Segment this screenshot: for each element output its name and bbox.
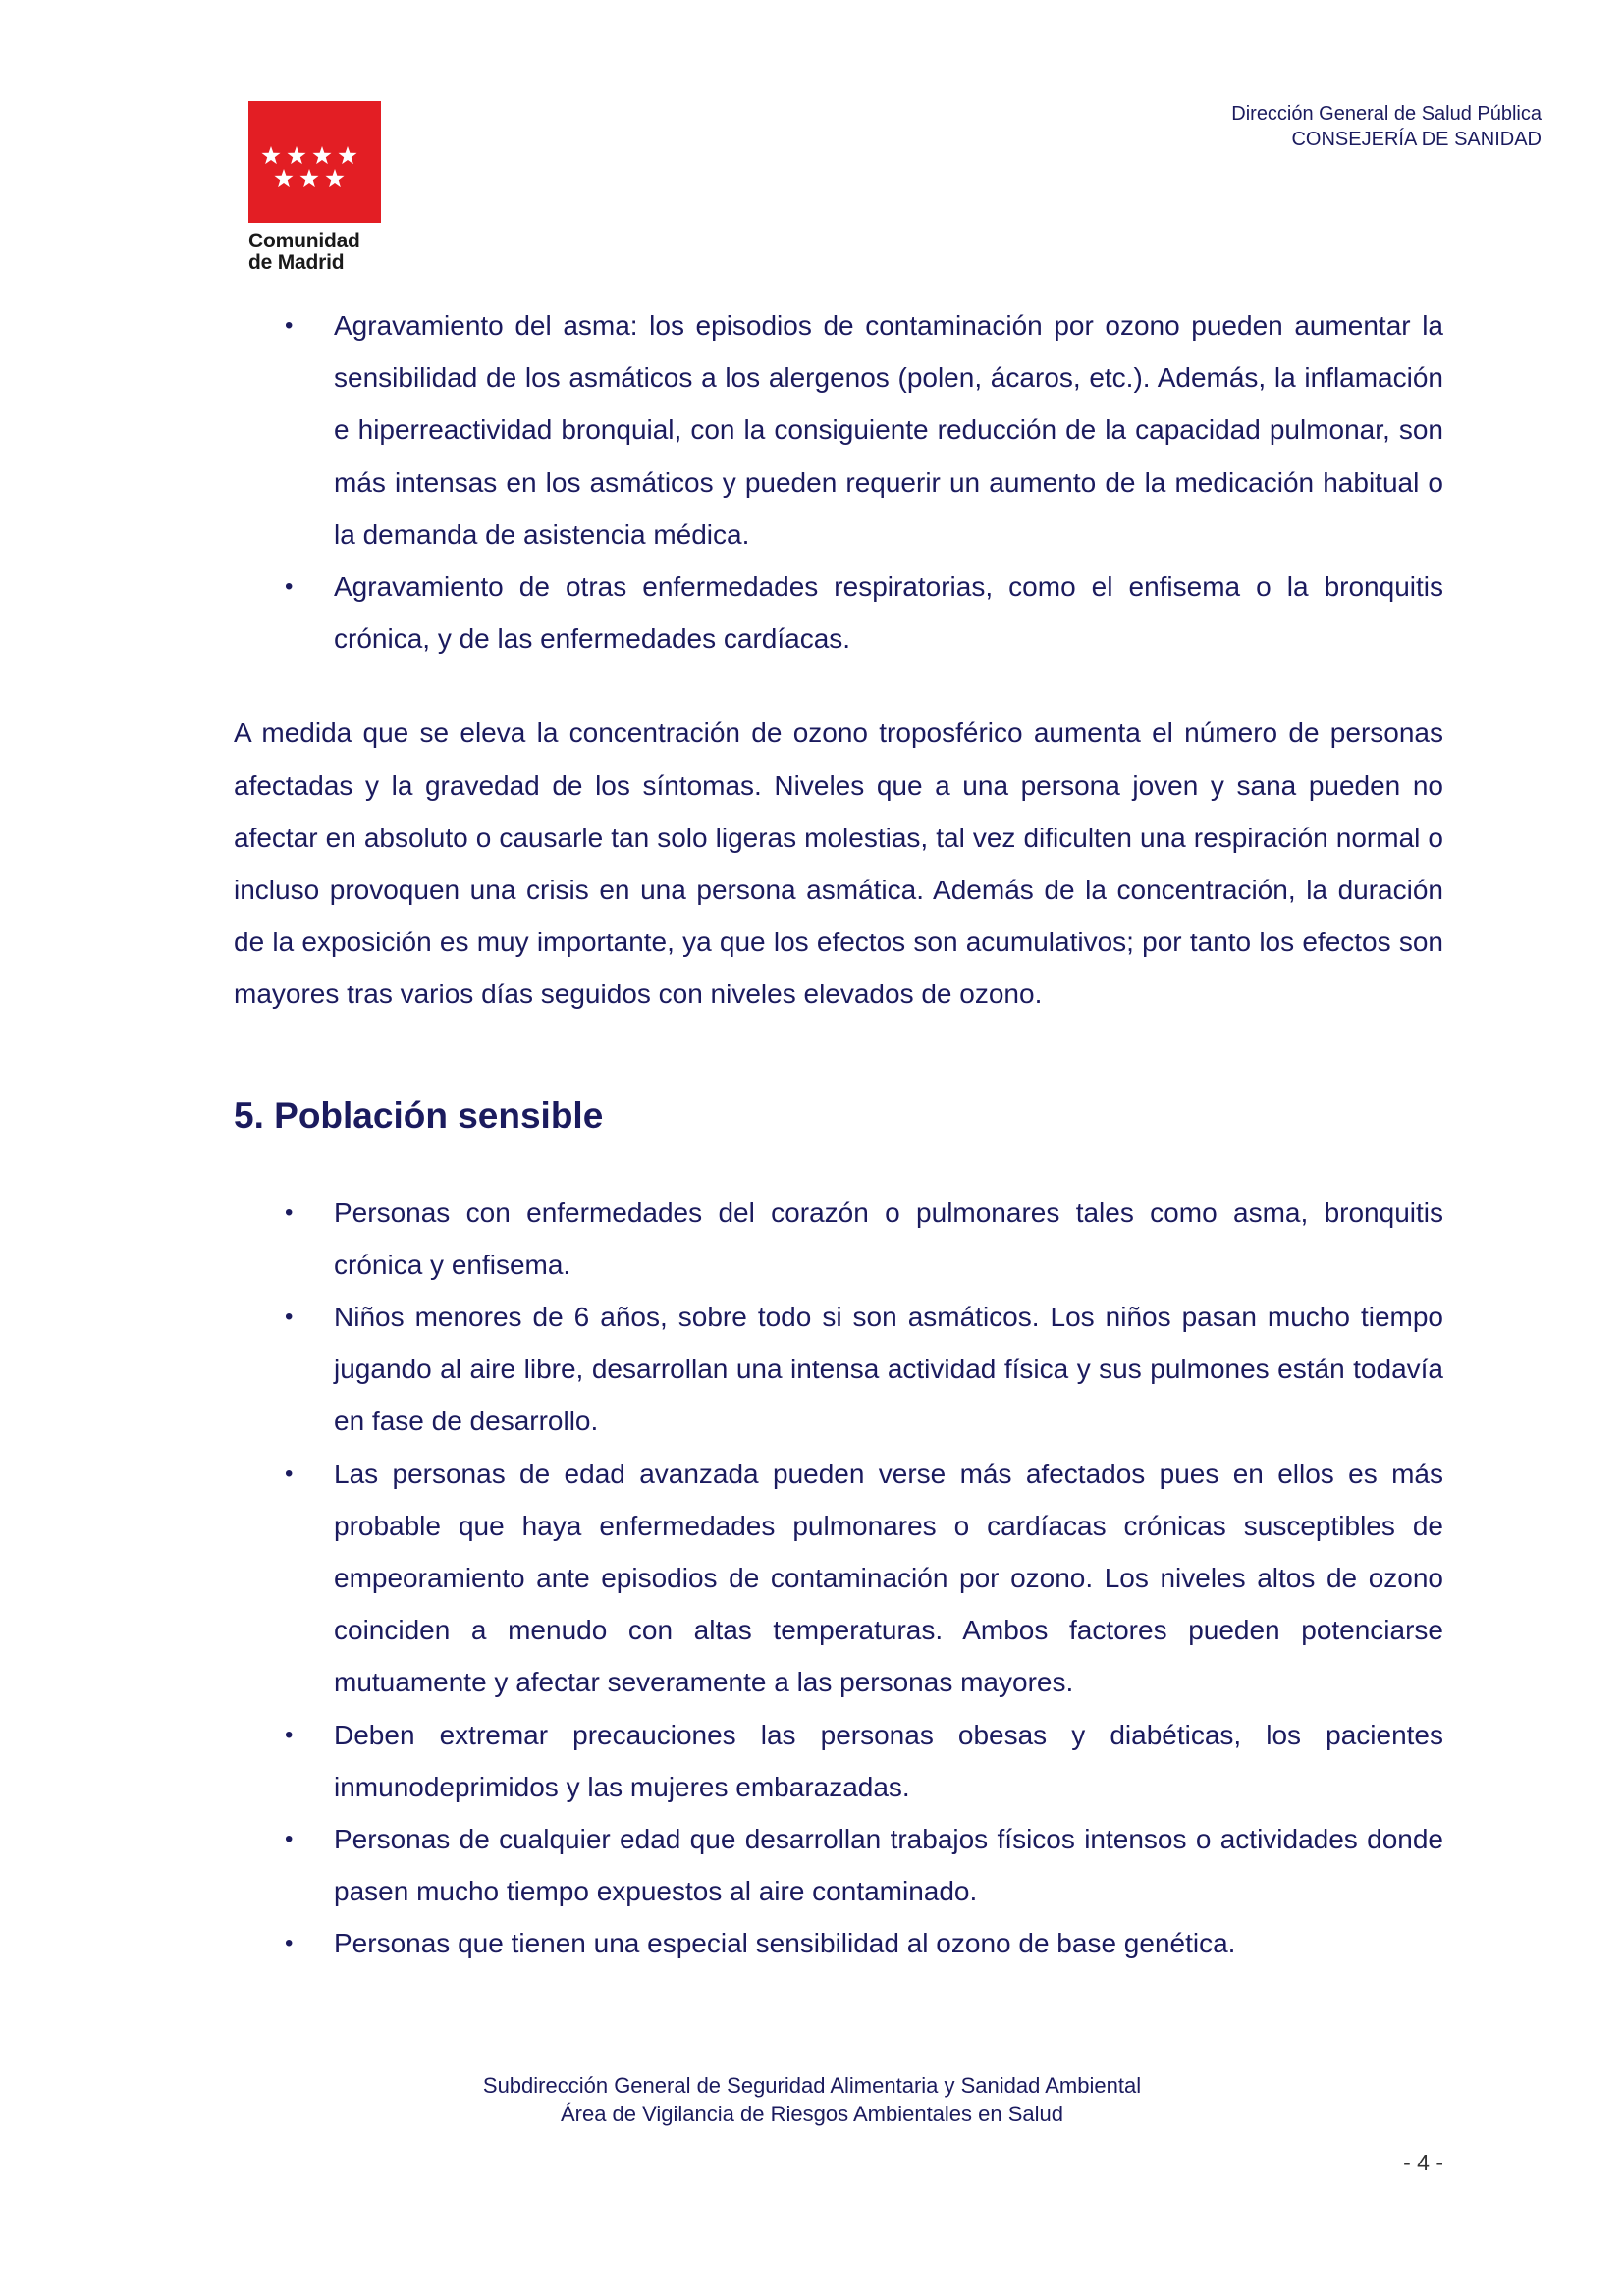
list-item-text: Personas con enfermedades del corazón o pulmonares tales como asma, bronquitis crónica y enfisema. [334, 1197, 1443, 1280]
list-item [234, 1917, 1443, 1969]
bullet-icon: • [285, 573, 294, 601]
bullet-icon: • [285, 1199, 294, 1226]
list-item [234, 1709, 1443, 1813]
body-paragraph: A medida que se eleva la concentración de ozono troposférico aumenta el número de personas afectadas y la gravedad de los síntomas. Niveles que a una persona joven y sana pueden no afectar en absoluto o causarle tan solo ligeras molestias, tal vez dificulten una respiración normal o incluso provoquen una crisis en una persona asmática. Además de la concentración, la duración de la exposición es muy importante, ya que los efectos son acumulativos; por tanto los efectos son mayores tras varios días seguidos con niveles elevados de ozono. [234, 718, 1443, 1010]
bullet-icon: • [285, 1304, 294, 1331]
list-item [234, 1448, 1443, 1709]
comunidad-de-madrid-logo [248, 101, 381, 274]
star-icon [325, 169, 344, 187]
document-header [1231, 101, 1542, 152]
list-item-text: Personas que tienen una especial sensibilidad al ozono de base genética. [334, 1928, 1236, 1959]
star-icon [312, 146, 331, 164]
logo-text: Comunidad de Madrid [248, 230, 360, 274]
bullet-icon: • [285, 1460, 294, 1487]
header-directorate: Dirección General de Salud Pública [1231, 103, 1542, 125]
list-item [234, 1291, 1443, 1448]
document-footer [0, 2071, 1624, 2128]
list-item-text: Personas de cualquier edad que desarrollan trabajos físicos intensos o actividades donde pasen mucho tiempo expuestos al aire contaminado. [334, 1824, 1443, 1907]
star-icon [261, 146, 280, 164]
document-body [234, 299, 1443, 1970]
list-item [234, 561, 1443, 665]
star-icon [287, 146, 305, 164]
star-icon [274, 169, 293, 187]
list-item-text: Las personas de edad avanzada pueden verse más afectados pues en ellos es más probable que haya enfermedades pulmonares o cardíacas crónicas susceptibles de empeoramiento ante episodios de contaminación por ozono. Los niveles altos de ozono coinciden a menudo con altas temperaturas. Ambos factores pueden potenciarse mutuamente y afectar severamente a las personas mayores. [334, 1458, 1443, 1698]
symptoms-bullet-list [234, 299, 1443, 665]
footer-subdirectorate: Subdirección General de Seguridad Alimentaria y Sanidad Ambiental [482, 2073, 1142, 2098]
seven-stars-icon [248, 101, 381, 223]
header-department: CONSEJERÍA DE SANIDAD [1291, 129, 1542, 150]
bullet-icon: • [285, 312, 294, 339]
list-item-text: Deben extremar precauciones las personas obesas y diabéticas, los pacientes inmunodeprimidos y las mujeres embarazadas. [334, 1719, 1443, 1802]
page-number: - 4 - [1403, 2150, 1443, 2175]
bullet-icon: • [285, 1826, 294, 1853]
bullet-icon: • [285, 1930, 294, 1957]
list-item [234, 1813, 1443, 1917]
footer-area: Área de Vigilancia de Riesgos Ambientales en Salud [560, 2102, 1064, 2126]
bullet-icon: • [285, 1721, 294, 1748]
list-item-text: Agravamiento del asma: los episodios de contaminación por ozono pueden aumentar la sensibilidad de los asmáticos a los alergenos (polen, ácaros, etc.). Además, la inflamación e hiperreactividad bronquial, con la consiguiente reducción de la capacidad pulmonar, son más intensas en los asmáticos y pueden requerir un aumento de la medicación habitual o la demanda de asistencia médica. [334, 310, 1443, 550]
list-item [234, 1187, 1443, 1291]
sensitive-population-list [234, 1187, 1443, 1970]
star-icon [299, 169, 318, 187]
list-item-text: Niños menores de 6 años, sobre todo si son asmáticos. Los niños pasan mucho tiempo jugando al aire libre, desarrollan una intensa actividad física y sus pulmones están todavía en fase de desarrollo. [334, 1302, 1443, 1437]
madrid-flag-box [248, 101, 381, 223]
list-item-text: Agravamiento de otras enfermedades respiratorias, como el enfisema o la bronquitis crónica, y de las enfermedades cardíacas. [334, 571, 1443, 655]
list-item [234, 299, 1443, 561]
star-icon [338, 146, 356, 164]
section-heading: 5. Población sensible [234, 1095, 604, 1136]
